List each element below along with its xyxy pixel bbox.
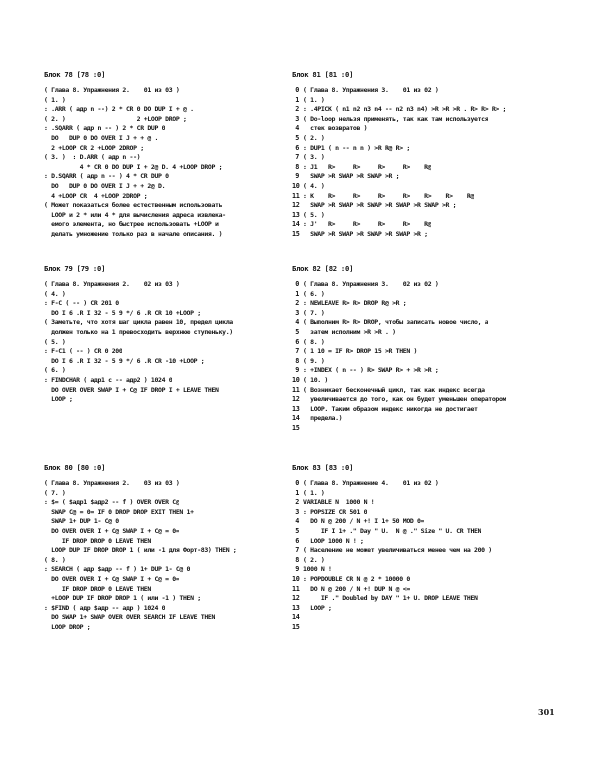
line-number: 7 (295, 347, 299, 356)
code-line (44, 498, 306, 508)
code-line (292, 585, 554, 595)
code-text: DO N @ 200 / N +! DUP N @ <= (303, 584, 410, 593)
code-text: DO DUP 0 DO OVER I J + + @ . (44, 133, 159, 142)
line-number: 9 (295, 172, 299, 181)
code-text: ( 5. ) (44, 337, 66, 346)
code-line (292, 182, 554, 192)
line-number: 8 (295, 555, 299, 564)
code-text: LOOP DUP IF DROP DROP 1 ( или -1 для Форт-83) THEN ; (44, 546, 237, 555)
code-line (44, 318, 306, 328)
code-text: : NEWLEAVE R> R> DROP R@ >R ; (303, 299, 407, 308)
code-text: ( 8. ) (303, 337, 325, 346)
code-line (292, 220, 554, 230)
code-text: ( 1. ) (303, 488, 325, 497)
line-number: 10 (292, 181, 300, 190)
line-number: 15 (292, 423, 300, 432)
code-text: : +INDEX ( n -- ) R> SWAP R> + >R >R ; (303, 366, 439, 375)
code-line (292, 347, 554, 357)
line-number: 0 (295, 280, 299, 288)
code-text: LOOP ; (44, 395, 73, 404)
line-number: 5 (295, 526, 299, 535)
code-text: ( Do-loop нельзя применять, так как там используется (303, 114, 489, 123)
code-text: : DUP1 ( n -- n n ) >R R@ R> ; (303, 143, 410, 152)
code-text: ( 6. ) (44, 366, 66, 375)
line-number: 12 (292, 201, 300, 210)
code-text: : J1 R> R> R> R> R@ (303, 162, 432, 171)
line-number: 15 (292, 622, 300, 631)
code-line (292, 517, 554, 527)
code-text: ( 4. ) (44, 289, 66, 298)
line-number: 9 (295, 366, 299, 375)
code-line (292, 357, 554, 367)
code-lines (292, 86, 554, 240)
code-line (292, 386, 554, 396)
code-text: : FINDCHAR ( адр1 c -- адр2 ) 1024 0 (44, 375, 173, 384)
code-text: DO DUP 0 DO OVER I J + + 2@ D. (44, 181, 166, 190)
code-text: IF ." Doubled by DAY " 1+ U. DROP LEAVE THEN (303, 594, 478, 603)
code-line (44, 508, 306, 518)
code-line (44, 115, 306, 125)
block-title: Блок 81 [81 :0] (292, 70, 354, 79)
code-line (292, 527, 554, 537)
code-text: : .SQARR ( адр n -- ) 2 * CR DUP 0 (44, 124, 166, 133)
block-title: Блок 82 [82 :0] (292, 264, 354, 273)
line-number: 0 (295, 86, 299, 94)
code-block-80 (44, 463, 306, 633)
line-number: 5 (295, 327, 299, 336)
code-text: ( 1. ) (303, 95, 325, 104)
code-text: стек возвратов ) (303, 124, 368, 133)
line-number: 13 (292, 404, 300, 413)
line-number: 14 (292, 220, 300, 229)
code-line (44, 575, 306, 585)
code-text: SWAP 1+ DUP 1- C@ 0 (44, 517, 119, 526)
line-number: 12 (292, 395, 300, 404)
code-line (292, 498, 554, 508)
code-text: предела.) (303, 414, 343, 423)
code-line (44, 280, 306, 290)
code-line (44, 376, 306, 386)
code-text: ( Глава 8. Упражнения 2. 01 из 03 ) (44, 86, 180, 94)
line-number: 13 (292, 603, 300, 612)
code-lines (44, 86, 306, 240)
code-text: : J' R> R> R> R> R@ (303, 220, 432, 229)
code-line (292, 479, 554, 489)
code-text: должен только на 1 превосходить верхнюю ступеньку.) (44, 327, 233, 336)
code-text: 1000 N ! (303, 565, 332, 574)
code-text: SWAP >R SWAP >R SWAP >R SWAP >R ; (303, 229, 428, 238)
code-line (292, 556, 554, 566)
code-text: SWAP >R SWAP >R SWAP >R SWAP >R SWAP >R ; (303, 201, 457, 210)
line-number: 10 (292, 375, 300, 384)
code-line (44, 489, 306, 499)
code-line (292, 230, 554, 240)
line-number: 2 (295, 299, 299, 308)
code-text: ( 4. ) (303, 181, 325, 190)
line-number: 7 (295, 153, 299, 162)
code-line (44, 230, 306, 240)
code-lines (44, 280, 306, 405)
line-number: 4 (295, 517, 299, 526)
code-line (44, 172, 306, 182)
code-block-78 (44, 70, 306, 240)
code-line (44, 623, 306, 633)
code-line (292, 623, 554, 633)
code-text: емого элемента, но быстрее использовать +LOOP и (44, 220, 219, 229)
code-line (44, 537, 306, 547)
code-line (44, 565, 306, 575)
code-line (44, 357, 306, 367)
code-line (292, 546, 554, 556)
code-text: ( Выполним R> R> DROP, чтобы записать новое число, а (303, 318, 489, 327)
code-line (44, 527, 306, 537)
code-text: ( 7. ) (44, 488, 66, 497)
code-text: ( 7. ) (303, 308, 325, 317)
code-text: LOOP DROP ; (44, 622, 91, 631)
code-line (292, 96, 554, 106)
code-line (292, 604, 554, 614)
code-line (292, 134, 554, 144)
line-number: 11 (292, 191, 300, 200)
code-line (292, 575, 554, 585)
code-line (292, 211, 554, 221)
code-line (292, 318, 554, 328)
code-line (44, 134, 306, 144)
code-line (292, 565, 554, 575)
code-line (292, 405, 554, 415)
code-text: LOOP. Таким образом индекс никогда не достигает (303, 404, 478, 413)
code-text: : $FIND ( адр $адр -- адр ) 1024 0 (44, 603, 166, 612)
code-line (44, 613, 306, 623)
line-number: 3 (295, 308, 299, 317)
code-line (292, 172, 554, 182)
line-number: 2 (295, 105, 299, 114)
code-text: : D.SQARR ( адр n -- ) 4 * CR DUP 0 (44, 172, 169, 181)
line-number: 9 (295, 565, 299, 574)
code-text: ( Возникает бесконечный цикл, так как индекс всегда (303, 385, 485, 394)
page-number: 301 (538, 707, 555, 717)
code-line (292, 376, 554, 386)
code-line (44, 309, 306, 319)
code-text: ( 6. ) (303, 289, 325, 298)
code-line (44, 163, 306, 173)
code-text: DO N @ 200 / N +! I 1+ 50 MOD 0= (303, 517, 425, 526)
line-number: 0 (295, 479, 299, 487)
code-text: ( 9. ) (303, 356, 325, 365)
code-lines (292, 280, 554, 434)
code-text: ( 3. ) (303, 153, 325, 162)
code-text: ( Глава 8. Упражнения 2. 03 из 03 ) (44, 479, 180, 487)
line-number: 5 (295, 133, 299, 142)
code-line (292, 613, 554, 623)
code-line (292, 395, 554, 405)
code-text: ( 10. ) (303, 375, 328, 384)
code-line (44, 594, 306, 604)
line-number: 11 (292, 385, 300, 394)
code-line (44, 585, 306, 595)
code-line (292, 144, 554, 154)
code-text: LOOP 1000 N ! ; (303, 536, 364, 545)
code-text: ( Население не может увеличиваться менее чем на 200 ) (303, 546, 492, 555)
code-text: 2 +LOOP CR 2 +LOOP 2DROP ; (44, 143, 144, 152)
code-text: ( Глава 8. Упражнение 4. 01 из 02 ) (303, 479, 439, 487)
code-line (44, 395, 306, 405)
code-line (44, 182, 306, 192)
line-number: 15 (292, 229, 300, 238)
code-line (292, 366, 554, 376)
code-text: DO OVER OVER SWAP I + C@ IF DROP I + LEAVE THEN (44, 385, 219, 394)
code-text: IF DROP DROP 0 LEAVE THEN (44, 536, 151, 545)
line-number: 12 (292, 594, 300, 603)
code-line (292, 280, 554, 290)
code-line (44, 517, 306, 527)
code-line (292, 414, 554, 424)
code-text: ( 1 10 = IF R> DROP 15 >R THEN ) (303, 347, 418, 356)
code-text: DO I 6 .R I 32 - 5 9 */ 6 .R CR -10 +LOOP ; (44, 356, 205, 365)
code-line (44, 96, 306, 106)
code-line (44, 546, 306, 556)
line-number: 8 (295, 356, 299, 365)
block-title: Блок 80 [80 :0] (44, 463, 106, 472)
code-text: ( Глава 8. Упражнения 3. 02 из 02 ) (303, 280, 439, 288)
code-line (292, 105, 554, 115)
code-text: 4 +LOOP CR 4 +LOOP 2DROP ; (44, 191, 148, 200)
code-line (44, 86, 306, 96)
code-line (44, 192, 306, 202)
line-number: 11 (292, 584, 300, 593)
code-text: : F-C ( -- ) CR 201 0 (44, 299, 119, 308)
code-line (44, 556, 306, 566)
code-text: +LOOP DUP IF DROP DROP 1 ( или -1 ) THEN ; (44, 594, 201, 603)
code-text: ( 1. ) (44, 95, 66, 104)
code-line (292, 508, 554, 518)
code-text: LOOP и 2 * или 4 * для вычисления адреса извлека- (44, 210, 226, 219)
code-text: 4 * CR 0 DO DUP I + 2@ D. 4 +LOOP DROP ; (44, 162, 223, 171)
code-line (44, 366, 306, 376)
line-number: 6 (295, 337, 299, 346)
code-block-83 (292, 463, 554, 633)
code-line (44, 338, 306, 348)
code-line (292, 489, 554, 499)
code-text: SWAP C@ = 0= IF 0 DROP DROP EXIT THEN 1+ (44, 507, 194, 516)
code-line (44, 386, 306, 396)
code-line (292, 290, 554, 300)
code-text: ( Может показаться более естественным использовать (44, 201, 223, 210)
code-lines (44, 479, 306, 633)
line-number: 4 (295, 124, 299, 133)
code-block-81 (292, 70, 554, 240)
code-line (292, 424, 554, 434)
code-text: : K R> R> R> R> R> R> R@ (303, 191, 475, 200)
code-line (292, 594, 554, 604)
code-text: DO SWAP 1+ SWAP OVER OVER SEARCH IF LEAVE THEN (44, 613, 216, 622)
code-lines (292, 479, 554, 633)
line-number: 6 (295, 143, 299, 152)
line-number: 13 (292, 210, 300, 219)
line-number: 3 (295, 507, 299, 516)
code-line (44, 124, 306, 134)
line-number: 8 (295, 162, 299, 171)
code-line (44, 328, 306, 338)
code-line (44, 604, 306, 614)
code-text: ( 5. ) (303, 210, 325, 219)
code-line (292, 153, 554, 163)
code-text: IF DROP DROP 0 LEAVE THEN (44, 584, 151, 593)
line-number: 1 (295, 488, 299, 497)
block-title: Блок 83 [83 :0] (292, 463, 354, 472)
code-line (44, 144, 306, 154)
line-number: 1 (295, 289, 299, 298)
code-text: делать умножение только раз в начале описания. ) (44, 229, 223, 238)
code-line (44, 105, 306, 115)
code-text: DO OVER OVER I + C@ SWAP I + C@ = 0= (44, 574, 180, 583)
code-text: : POPSIZE CR 501 0 (303, 507, 368, 516)
line-number: 14 (292, 613, 300, 622)
block-title: Блок 79 [79 :0] (44, 264, 106, 273)
code-text: затем исполним >R >R . ) (303, 327, 396, 336)
code-text: ( Заметьте, что хотя шаг цикла равен 10, предел цикла (44, 318, 233, 327)
code-text: ( 3. ) : D.ARR ( адр n --) (44, 153, 141, 162)
code-text: ( 2. ) 2 +LOOP DROP ; (44, 114, 187, 123)
code-text: : SEARCH ( адр $адр -- f ) 1+ DUP 1- C@ 0 (44, 565, 191, 574)
code-line (292, 338, 554, 348)
line-number: 7 (295, 546, 299, 555)
code-line (292, 299, 554, 309)
code-text: ( Глава 8. Упражнения 2. 02 из 03 ) (44, 280, 180, 288)
code-line (292, 537, 554, 547)
code-text: : POPDOUBLE CR N @ 2 * 10000 0 (303, 574, 410, 583)
code-text: ( 2. ) (303, 133, 325, 142)
line-number: 3 (295, 114, 299, 123)
code-text: : .ARR ( адр n --) 2 * CR 0 DO DUP I + @ . (44, 105, 194, 114)
code-line (292, 124, 554, 134)
code-text: : F-C1 ( -- ) CR 0 200 (44, 347, 123, 356)
code-text: DO OVER OVER I + C@ SWAP I + C@ = 0= (44, 526, 180, 535)
line-number: 6 (295, 536, 299, 545)
code-text: : $= ( $адр1 $адр2 -- f ) OVER OVER C@ (44, 498, 180, 507)
code-line (292, 192, 554, 202)
code-text: DO I 6 .R I 32 - 5 9 */ 6 .R CR 10 +LOOP ; (44, 308, 201, 317)
code-text: ( Глава 8. Упражнения 3. 01 из 02 ) (303, 86, 439, 94)
code-line (292, 86, 554, 96)
code-text: LOOP ; (303, 603, 332, 612)
code-text: ( 2. ) (303, 555, 325, 564)
code-line (44, 201, 306, 211)
line-number: 10 (292, 574, 300, 583)
code-line (292, 309, 554, 319)
line-number: 2 (295, 498, 299, 507)
code-line (44, 211, 306, 221)
line-number: 4 (295, 318, 299, 327)
code-line (292, 328, 554, 338)
line-number: 1 (295, 95, 299, 104)
code-line (44, 347, 306, 357)
code-text: SWAP >R SWAP >R SWAP >R ; (303, 172, 400, 181)
code-line (292, 201, 554, 211)
line-number: 14 (292, 414, 300, 423)
code-line (44, 220, 306, 230)
code-text: увеличивается до того, как он будет уменьшен оператором (303, 395, 507, 404)
block-title: Блок 78 [78 :0] (44, 70, 106, 79)
code-block-82 (292, 264, 554, 434)
code-line (44, 290, 306, 300)
code-block-79 (44, 264, 306, 405)
code-line (292, 115, 554, 125)
code-line (44, 153, 306, 163)
code-text: : .4PICK ( n1 n2 n3 n4 -- n2 n3 n4) >R >R >R . R> R> R> ; (303, 105, 507, 114)
code-text: VARIABLE N 1000 N ! (303, 498, 375, 507)
code-line (44, 479, 306, 489)
code-text: ( 8. ) (44, 555, 66, 564)
code-line (44, 299, 306, 309)
code-text: IF I 1+ ." Day " U. N @ ." Size " U. CR THEN (303, 526, 482, 535)
code-line (292, 163, 554, 173)
